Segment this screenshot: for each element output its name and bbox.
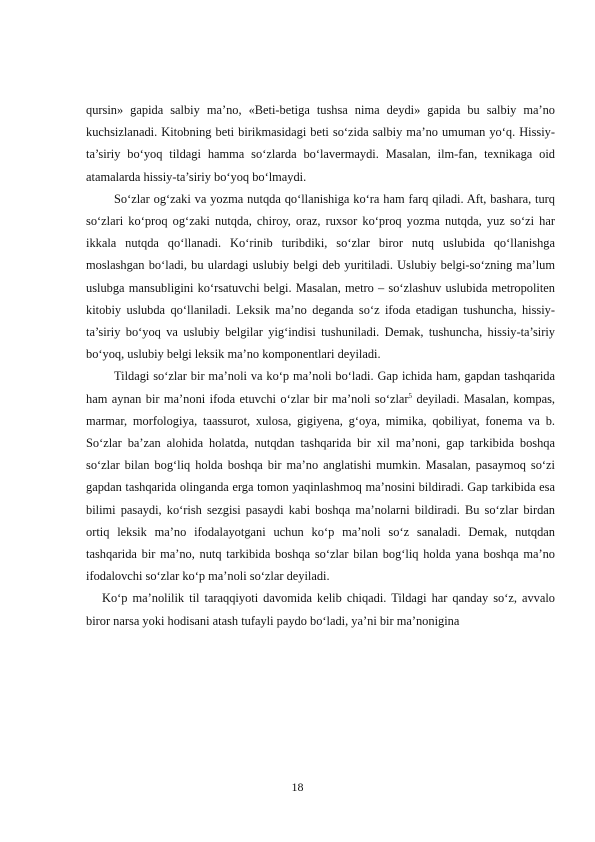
paragraph-1: qursin» gapida salbiy ma’no, «Beti-betiga tushsa nima deydi» gapida bu salbiy ma’no kuchsizlanadi. Kitobning beti birikmasidagi beti so‘zida salbiy ma’no umuman yo‘q. Hissiy-ta’siriy bo‘yoq tildagi hamma so‘zlarda bo‘lavermaydi. Masalan, ilm-fan, texnikaga oid atamalarda hissiy-ta’siriy bo‘yoq bo‘lmaydi. [86,103,555,184]
paragraph-2: So‘zlar og‘zaki va yozma nutqda qo‘llanishiga ko‘ra ham farq qiladi. Aft, bashara, turq so‘zlari ko‘proq og‘zaki nutqda, chiroy, oraz, ruxsor ko‘proq yozma nutqda, yuz so‘zi har ikkala nutqda qo‘llanadi. Ko‘rinib turibdiki, so‘zlar biror nutq uslubida qo‘llanishga moslashgan bo‘ladi, bu ulardagi uslubiy belgi deb yuritiladi. Uslubiy belgi-so‘zning ma’lum uslubga mansubligini ko‘rsatuvchi belgi. Masalan, metro – so‘zlashuv uslubida metropoliten kitobiy uslubda qo‘llaniladi. Leksik ma’no deganda so‘z ifoda etadigan tushuncha, hissiy-ta’siriy bo‘yoq va uslubiy belgilar yig‘indisi tushuniladi. Demak, tushuncha, hissiy-ta’siriy bo‘yoq, uslubiy belgi leksik ma’no komponentlari deyiladi. [86,191,555,362]
page-number: 18 [291,780,304,794]
paragraph-3 [86,365,555,587]
paragraph-3-text-end: deyiladi. Masalan, kompas, marmar, morfologiya, taassurot, xulosa, gigiyena, g‘oya, mimika, qobiliyat, fonema va b. So‘zlar ba’zan alohida holatda, nutqdan tashqarida bir xil ma’noni, gap tarkibida boshqa so‘zlar bilan bog‘liq holda boshqa bir ma’no anglatishi mumkin. Masalan, pasaymoq so‘zi gapdan tashqarida olinganda erga tomon yaqinlashmoq ma’nosini bildiradi. Gap tarkibida esa bilimi pasaydi, ko‘rish sezgisi pasaydi kabi boshqa ma’nolarni bildiradi. Bu so‘zlar birdan ortiq leksik ma’no ifodalayotgani uchun ko‘p ma’noli so‘z sanaladi. Demak, nutqdan tashqarida bir ma’no, nutq tarkibida boshqa so‘zlar bilan bog‘liq holda yana boshqa ma’no ifodalovchi so‘zlar ko‘p ma’noli so‘zlar deyiladi. [86,391,555,584]
paragraph-3-text-start: Tildagi so‘zlar bir ma’noli va ko‘p ma’noli bo‘ladi. Gap ichida ham, gapdan tashqarida ham aynan bir ma’noni ifoda etuvchi o‘zlar bir ma’noli so‘zlar [86,369,555,406]
paragraph-4: Ko‘p ma’nolilik til taraqqiyoti davomida kelib chiqadi. Tildagi har qanday so‘z, avvalo biror narsa yoki hodisani atash tufayli paydo bo‘ladi, ya’ni bir ma’nonigina [86,591,555,628]
body-text [86,99,555,632]
footnote-marker: 5 [408,391,413,400]
